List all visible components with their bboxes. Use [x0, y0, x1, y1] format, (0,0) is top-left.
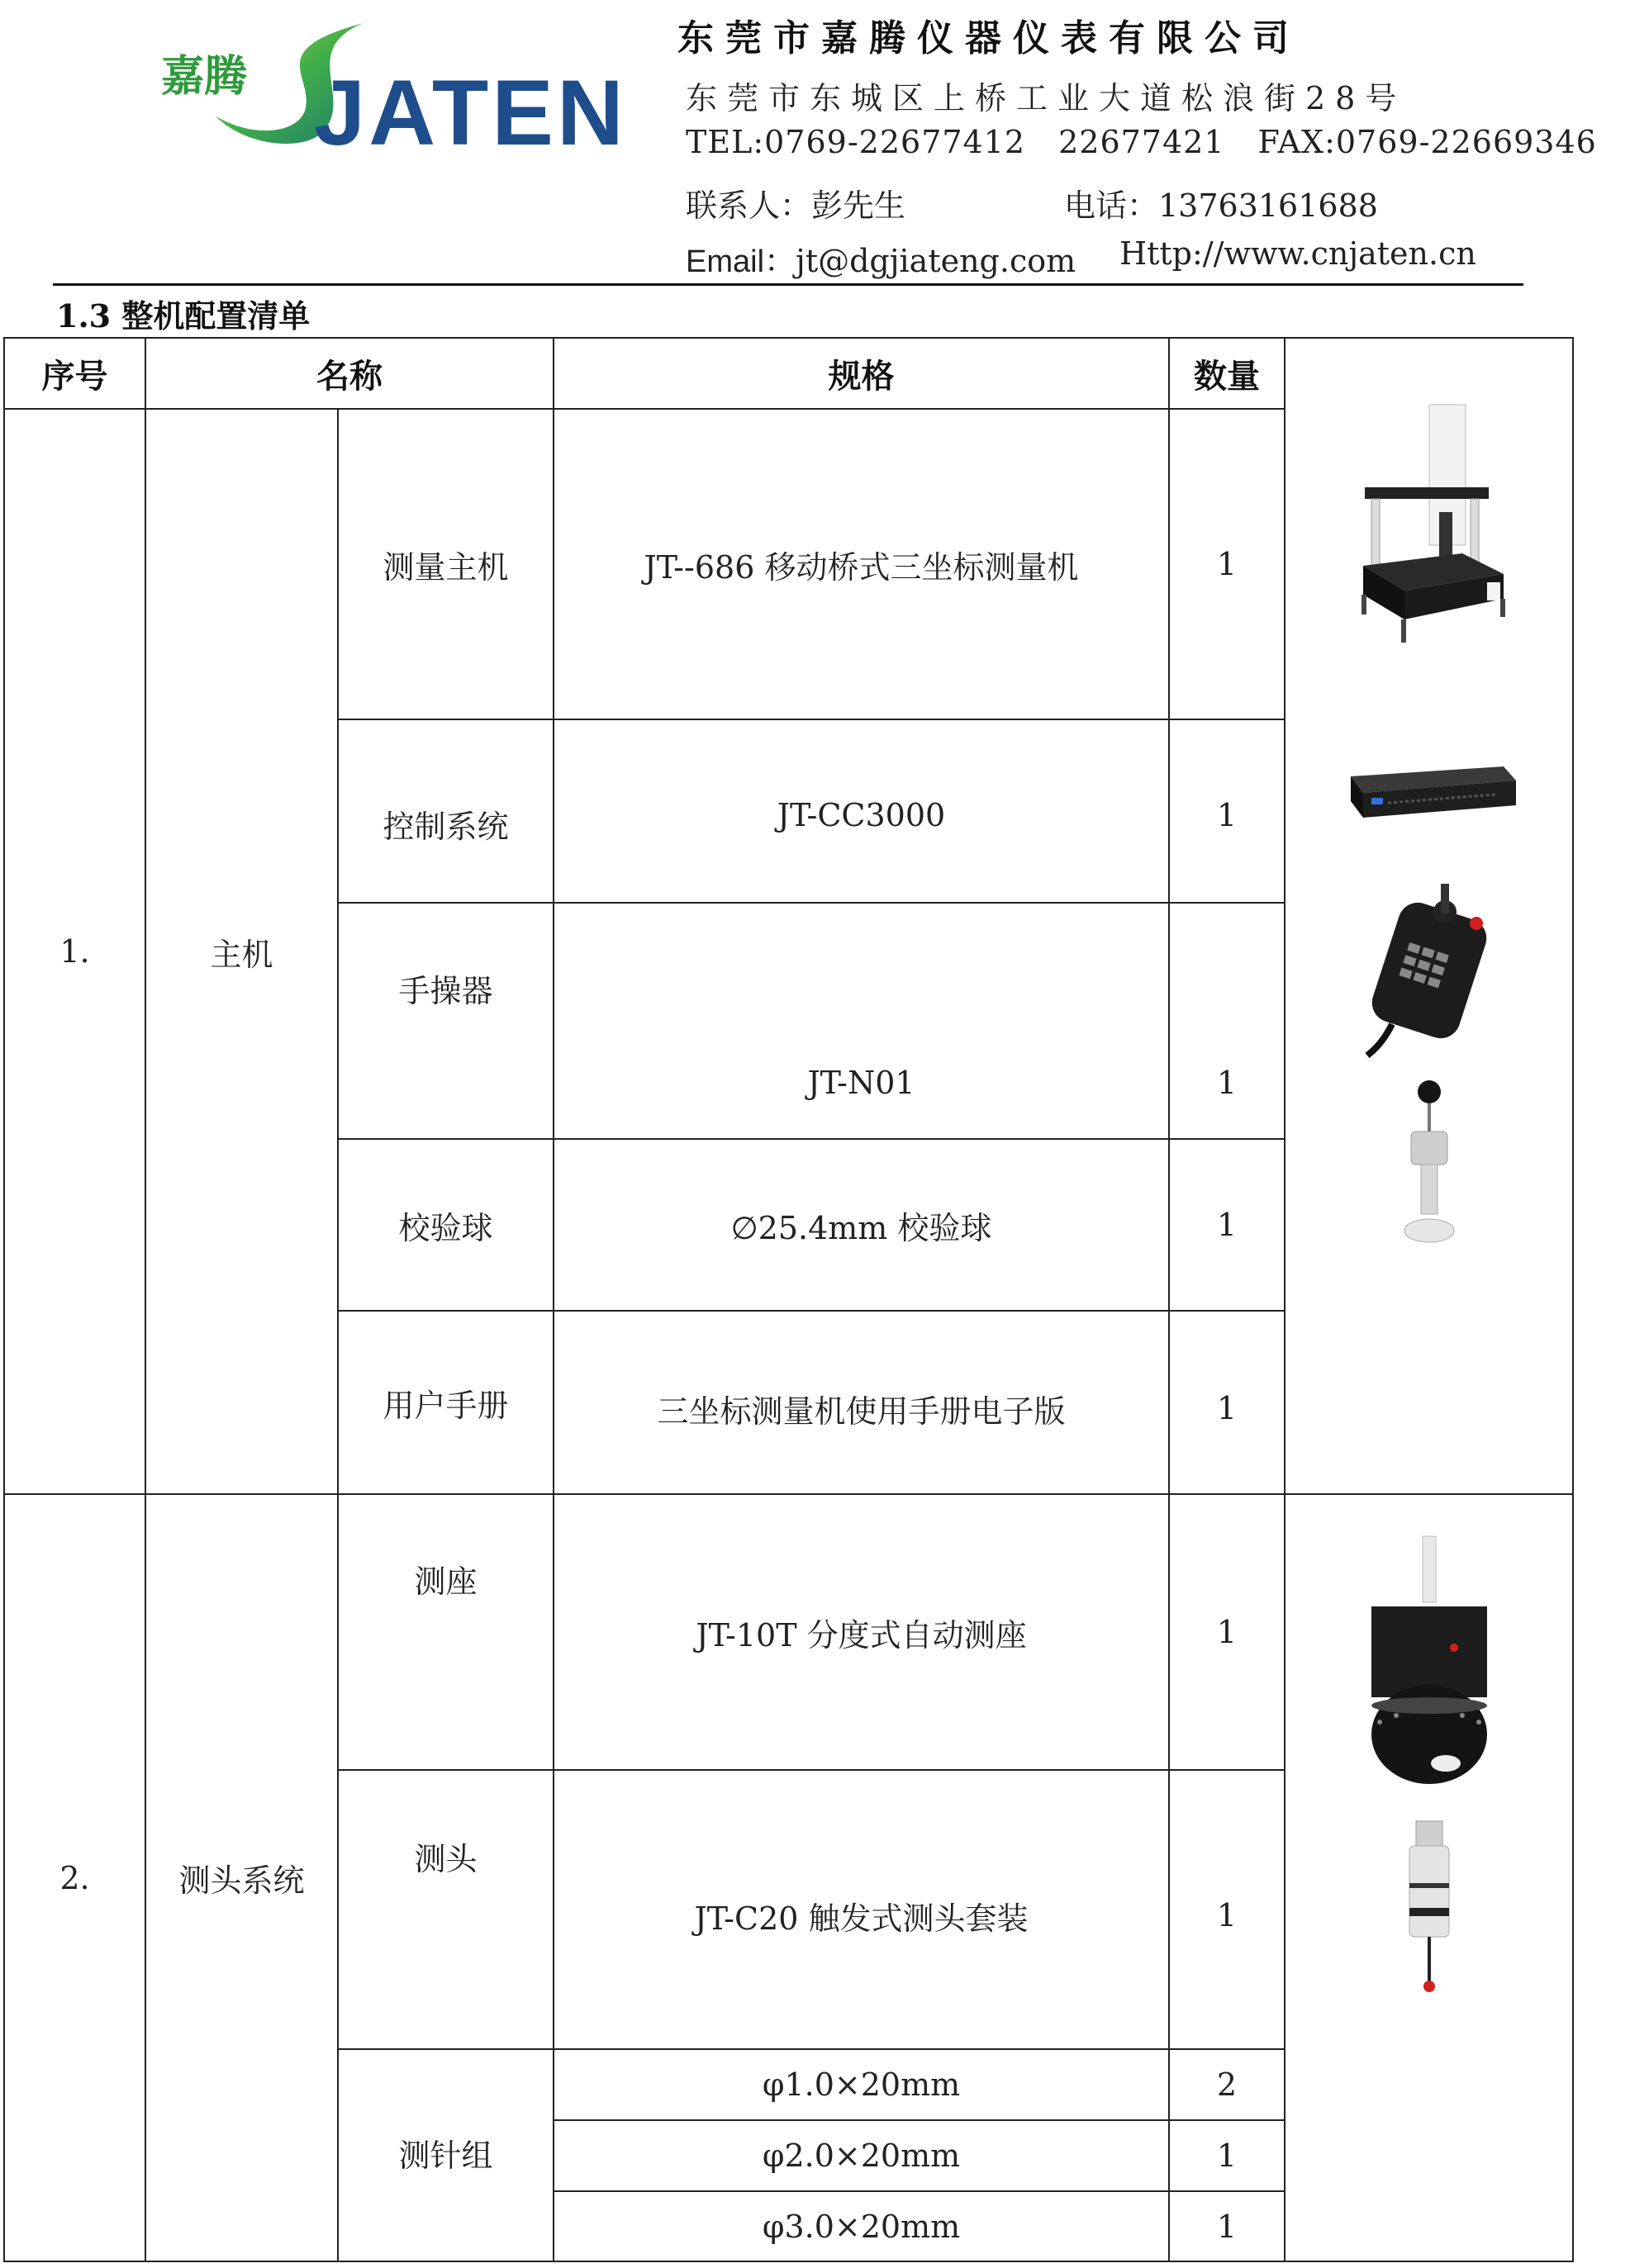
email-label: Email： — [686, 244, 796, 279]
telephone-line — [686, 124, 1630, 160]
email-line — [686, 235, 1476, 281]
company-logo — [157, 17, 627, 164]
trigger-probe-image — [1380, 1817, 1479, 2007]
stylus-qty: 2 — [1216, 2066, 1238, 2103]
handheld-controller-image — [1359, 875, 1499, 1057]
stylus-spec: φ3.0×20mm — [762, 2208, 961, 2245]
telephone-2: 22677421 — [1058, 124, 1225, 160]
group-2-name: 测头系统 — [178, 1862, 305, 1899]
item-spec: 三坐标测量机使用手册电子版 — [657, 1393, 1066, 1430]
item-qty: 1 — [1216, 797, 1238, 833]
stylus-spec: φ1.0×20mm — [762, 2066, 961, 2103]
item-name: 测头 — [414, 1840, 478, 1877]
table-border-right — [1572, 337, 1574, 2262]
logo-chinese-text: 嘉腾 — [161, 53, 248, 101]
stylus-spec: φ2.0×20mm — [762, 2138, 961, 2174]
company-address: 东莞市东城区上桥工业大道松浪街28号 — [686, 80, 1407, 116]
header-qty: 数量 — [1194, 357, 1260, 396]
calibration-sphere-image — [1371, 1074, 1487, 1255]
controller-image — [1338, 743, 1528, 842]
header-name: 名称 — [316, 357, 383, 396]
telephone: TEL:0769-22677412 — [686, 124, 1026, 160]
stylus-qty: 1 — [1216, 2138, 1238, 2174]
item-name: 测量主机 — [383, 548, 509, 586]
probe-head-image — [1322, 1532, 1537, 1805]
item-name: 校验球 — [398, 1209, 493, 1246]
stylus-qty: 1 — [1216, 2208, 1238, 2245]
section-title: 1.3 整机配置清单 — [56, 297, 311, 335]
phone-number: 电话：13763161688 — [1064, 187, 1378, 224]
item-qty: 1 — [1216, 1897, 1238, 1933]
item-qty: 1 — [1216, 1614, 1238, 1650]
item-spec: JT--686 移动桥式三坐标测量机 — [644, 548, 1079, 586]
logo-english-text: JATEN — [314, 61, 627, 164]
cmm-machine-image — [1347, 396, 1512, 669]
header-no: 序号 — [41, 357, 108, 396]
item-name: 用户手册 — [383, 1387, 509, 1424]
group-1-name: 主机 — [210, 936, 273, 973]
item-qty: 1 — [1216, 1390, 1238, 1426]
item-name: 手操器 — [398, 972, 493, 1009]
item-spec: JT-10T 分度式自动测座 — [696, 1616, 1027, 1654]
item-qty: 1 — [1216, 1065, 1238, 1101]
item-name: 测座 — [414, 1563, 478, 1600]
header-spec: 规格 — [828, 357, 895, 396]
contact-line — [686, 180, 1378, 225]
col-divider-5 — [1284, 337, 1285, 2262]
company-name: 东莞市嘉腾仪器仪表有限公司 — [677, 17, 1300, 59]
website-link[interactable]: Http://www.cnjaten.cn — [1119, 235, 1476, 272]
item-spec: JT-N01 — [807, 1065, 915, 1101]
item-qty: 1 — [1216, 1207, 1238, 1243]
fax: FAX:0769-22669346 — [1257, 124, 1597, 160]
group-2-number: 2. — [59, 1859, 90, 1896]
item-spec: JT-CC3000 — [777, 797, 946, 833]
item-spec: JT-C20 触发式测头套装 — [694, 1900, 1029, 1937]
item-spec: ∅25.4mm 校验球 — [730, 1209, 992, 1246]
table-border-bottom — [3, 2261, 1574, 2262]
header-divider — [53, 283, 1523, 286]
item-qty: 1 — [1216, 546, 1238, 582]
email-address[interactable]: jt@dgjiateng.com — [796, 243, 1076, 279]
contact-person: 联系人：彭先生 — [686, 187, 906, 224]
group-1-number: 1. — [59, 933, 90, 970]
item-name: 控制系统 — [383, 808, 509, 845]
item-name: 测针组 — [398, 2138, 493, 2174]
company-name-block — [677, 8, 1545, 61]
